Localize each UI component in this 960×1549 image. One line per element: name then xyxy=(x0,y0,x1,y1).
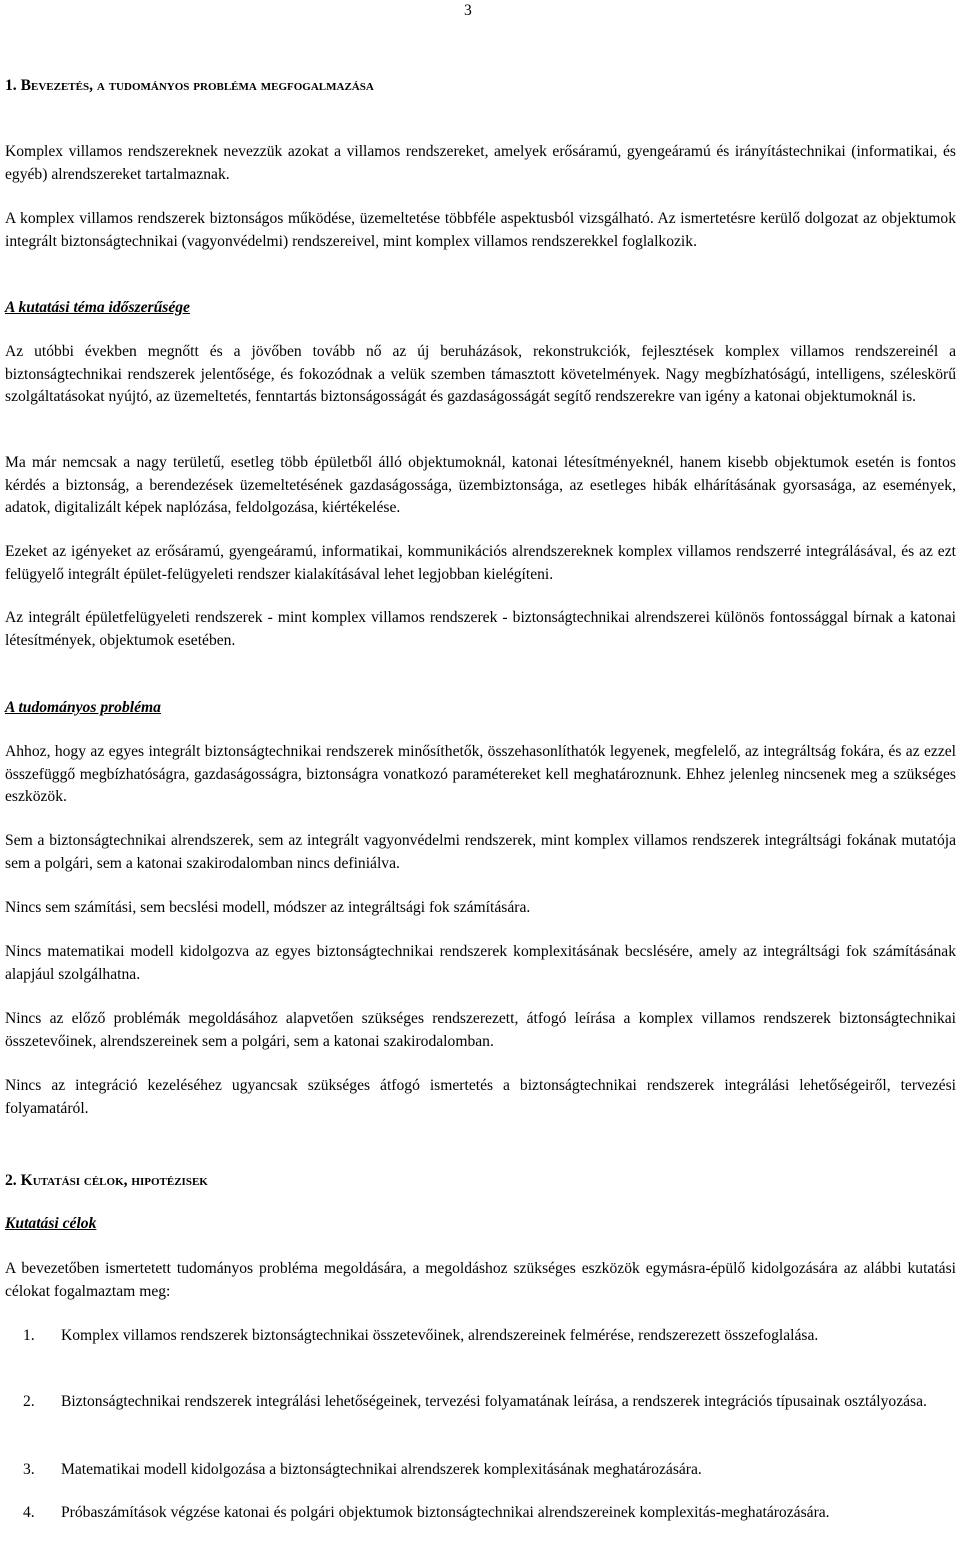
list-item: 4. Próbaszámítások végzése katonai és polgári objektumok biztonságtechnikai alrendszereinek komplexitás-meghatározására. xyxy=(23,1504,830,1521)
paragraph: Ezeket az igényeket az erősáramú, gyengeáramú, informatikai, kommunikációs alrendszereknek komplex villamos rendszerré integrálásával, és az ezt felügyelő integrált épület-felügyeleti rendszer kialakításával lehet legjobban kielégíteni. xyxy=(5,543,956,583)
paragraph: Nincs matematikai modell kidolgozva az egyes biztonságtechnikai rendszerek komplexitásának becslésére, amely az integráltsági fok számításának alapjául szolgálhatna. xyxy=(5,943,956,983)
paragraph: Nincs sem számítási, sem becslési modell, módszer az integráltsági fok számítására. xyxy=(5,899,531,916)
paragraph: Komplex villamos rendszereknek nevezzük azokat a villamos rendszereket, amelyek erősáramú, gyengeáramú és irányítástechnikai (informatikai, és egyéb) alrendszereket tartalmaznak. xyxy=(5,143,956,183)
section-2-title: Kutatási célok, hipotézisek xyxy=(20,1172,208,1189)
section-2-number: 2. xyxy=(5,1172,21,1189)
section-1-title: Bevezetés, a tudományos probléma megfogalmazása xyxy=(20,77,374,94)
subsection-title-goals: Kutatási célok xyxy=(5,1215,97,1232)
page-number: 3 xyxy=(464,2,472,19)
paragraph: Ahhoz, hogy az egyes integrált biztonságtechnikai rendszerek minősíthetők, összehasonlíthatók legyenek, megfelelő, az integráltság fokára, és az ezzel összefüggő megbízhatóságra, gazdaságosságra, biztonságra vonatkozó paramétereket kell meghatároznunk. Ehhez jelenleg nincsenek meg a szükséges eszközök. xyxy=(5,743,956,805)
paragraph: Az integrált épületfelügyeleti rendszerek - mint komplex villamos rendszerek - biztonságtechnikai alrendszerei különös fontossággal bírnak a katonai létesítmények, objektumok esetében. xyxy=(5,609,956,649)
section-2-heading xyxy=(5,1170,956,1193)
paragraph: Sem a biztonságtechnikai alrendszerek, sem az integrált vagyonvédelmi rendszerek, mint komplex villamos rendszerek integráltsági fokának mutatója sem a polgári, sem a katonai szakirodalomban nincs definiálva. xyxy=(5,832,956,872)
subsection-title-timeliness: A kutatási téma időszerűsége xyxy=(5,299,190,316)
paragraph: Az utóbbi években megnőtt és a jövőben tovább nő az új beruházások, rekonstrukciók, fejlesztések komplex villamos rendszereinél a biztonságtechnikai rendszerek jelentősége, és fokozódnak a velük szemben támasztott követelmények. Nagy megbízhatóságú, intelligens, széleskörű szolgáltatásokat nyújtó, az üzemeltetés, fenntartás biztonságosságát és gazdaságosságát segítő rendszerekre van igény a katonai objektumoknál is. xyxy=(5,343,956,405)
paragraph: A bevezetőben ismertetett tudományos probléma megoldására, a megoldáshoz szükséges eszközök egymásra-épülő kidolgozására az alábbi kutatási célokat fogalmaztam meg: xyxy=(5,1260,956,1300)
paragraph: Ma már nemcsak a nagy területű, esetleg több épületből álló objektumoknál, katonai létesítményeknél, hanem kisebb objektumok esetén is fontos kérdés a biztonság, a berendezések üzemeltetésének gazdaságossága, üzembiztonsága, az esetleges hibák elhárításának gyorsasága, az események, adatok, digitalizált képek naplózása, feldolgozása, kiértékelése. xyxy=(5,454,956,516)
section-1-number: 1. xyxy=(5,77,21,94)
paragraph: A komplex villamos rendszerek biztonságos működése, üzemeltetése többféle aspektusból vizsgálható. Az ismertetésre kerülő dolgozat az objektumok integrált biztonságtechnikai (vagyonvédelmi) rendszereivel, mint komplex villamos rendszerekkel foglalkozik. xyxy=(5,210,956,250)
paragraph: Nincs az integráció kezeléséhez ugyancsak szükséges átfogó ismertetés a biztonságtechnikai rendszerek integrálási lehetőségeiről, tervezési folyamatáról. xyxy=(5,1077,956,1117)
list-item: 3. Matematikai modell kidolgozása a biztonságtechnikai alrendszerek komplexitásának meghatározására. xyxy=(23,1461,702,1478)
subsection-title-problem: A tudományos probléma xyxy=(5,699,161,716)
list-item: 1. Komplex villamos rendszerek biztonságtechnikai összetevőinek, alrendszereinek felmérése, rendszerezett összefoglalása. xyxy=(23,1327,819,1344)
list-item: 2. Biztonságtechnikai rendszerek integrálási lehetőségeinek, tervezési folyamatának leírása, a rendszerek integrációs típusainak osztályozása. xyxy=(23,1393,927,1410)
section-1-heading xyxy=(5,75,956,98)
paragraph: Nincs az előző problémák megoldásához alapvetően szükséges rendszerezett, átfogó leírása a komplex villamos rendszerek biztonságtechnikai összetevőinek, alrendszereinek sem a polgári, sem a katonai szakirodalomban. xyxy=(5,1010,956,1050)
